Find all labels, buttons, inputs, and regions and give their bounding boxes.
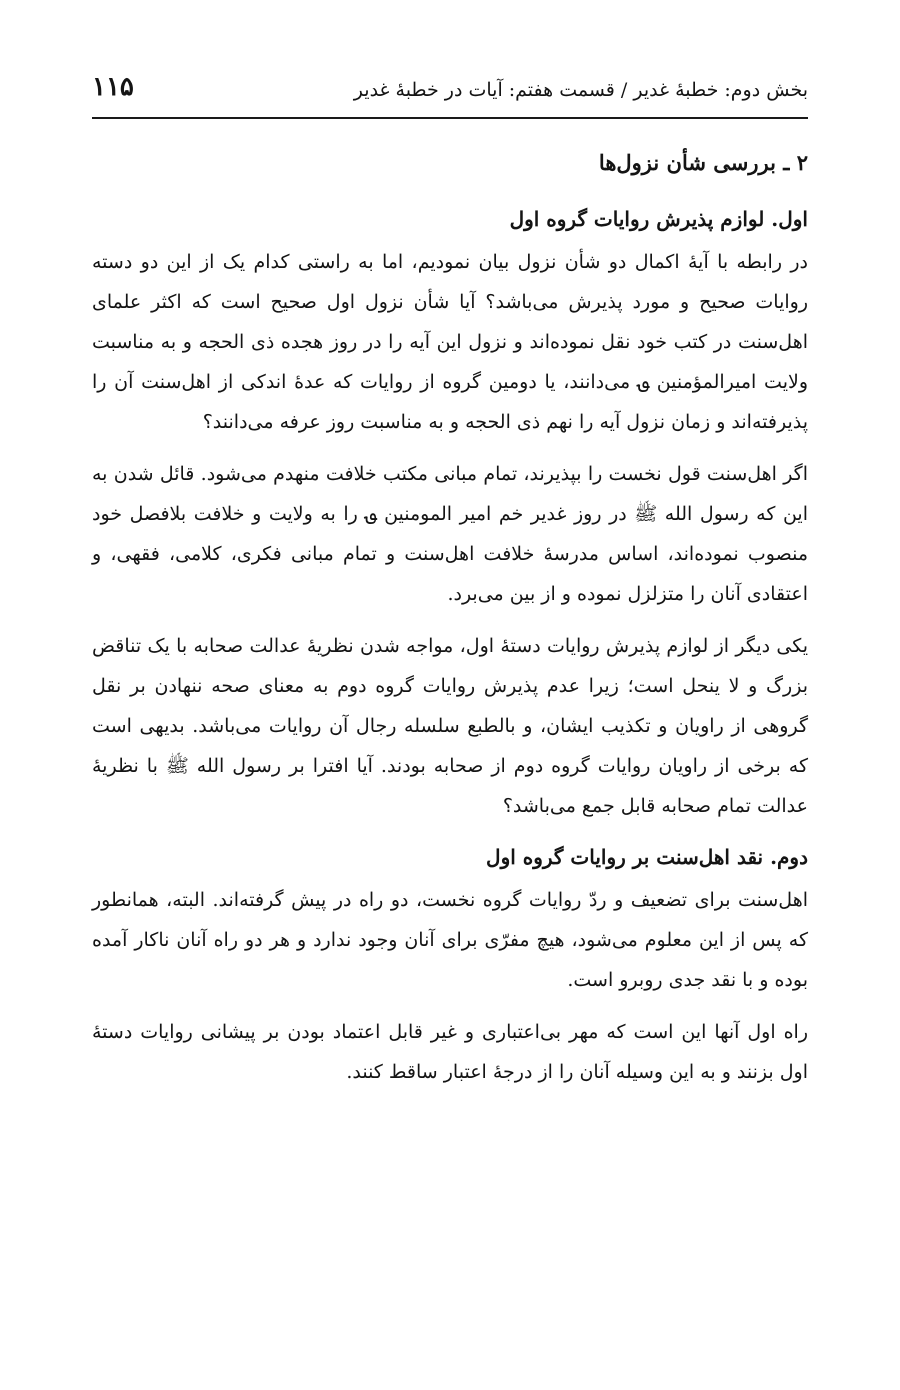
paragraph: اهل‌سنت برای تضعیف و ردّ روایات گروه نخست، دو راه در پیش گرفته‌اند. البته، همانطور که پس از این معلوم می‌شود، هیچ مفرّی برای آنان وجود ندارد و هر دو راه آنان ناکار آمده بوده و با نقد جدی روبرو است. [92, 889, 808, 991]
page-header [92, 70, 808, 110]
book-page [92, 0, 808, 1390]
header-divider [92, 117, 808, 119]
page-body [92, 138, 808, 1104]
running-title: بخش دوم: خطبهٔ غدیر / قسمت هفتم: آیات در خطبهٔ غدیر [353, 79, 808, 101]
section-heading: ۲ ـ بررسی شأن نزول‌ها [598, 150, 808, 175]
paragraph: راه اول آنها این است که مهر بی‌اعتباری و غیر قابل اعتماد بودن بر پیشانی روایات دستهٔ اول بزنند و به این وسیله آنان را از درجهٔ اعتبار ساقط کنند. [92, 1021, 808, 1083]
paragraph: یکی دیگر از لوازم پذیرش روایات دستهٔ اول، مواجه شدن نظریهٔ عدالت صحابه با یک تناقض بزرگ و لا ینحل است؛ زیرا عدم پذیرش روایات گروه دوم به معنای صحه ننهادن بر نقل گروهی از راویان و تکذیب ایشان، و بالطبع سلسله رجال آن روایات می‌باشد. بدیهی است که برخی از راویان روایات گروه دوم از صحابه بودند. آیا افترا بر رسول الله ﷺ با نظریهٔ عدالت تمام صحابه قابل جمع می‌باشد؟ [92, 635, 809, 817]
paragraph: در رابطه با آیهٔ اکمال دو شأن نزول بیان نمودیم، اما به راستی کدام یک از این دو دسته روایات صحیح و مورد پذیرش می‌باشد؟ آیا شأن نزول اول صحیح است که اکثر علمای اهل‌سنت در کتب خود نقل نموده‌اند و نزول این آیه را در روز هجده ذی الحجه و به مناسبت ولایت امیرالمؤمنین ؈ می‌دانند، یا دومین گروه از روایات که عدهٔ اندکی از اهل‌سنت آن را پذیرفته‌اند و زمان نزول آیه را نهم ذی الحجه و به مناسبت روز عرفه می‌دانند؟ [92, 251, 808, 433]
paragraph: اگر اهل‌سنت قول نخست را بپذیرند، تمام مبانی مکتب خلافت منهدم می‌شود. قائل شدن به این که رسول الله ﷺ در روز غدیر خم امیر المومنین ؈ را به ولایت و خلافت بلافصل خود منصوب نموده‌اند، اساس مدرسهٔ خلافت اهل‌سنت و تمام مبانی فکری، کلامی، فقهی، و اعتقادی آنان را متزلزل نموده و از بین می‌برد. [92, 463, 808, 605]
subsection-heading-2: دوم. نقد اهل‌سنت بر روایات گروه اول [486, 845, 808, 869]
page-number: ۱۱۵ [92, 72, 134, 102]
subsection-heading-1: اول. لوازم پذیرش روایات گروه اول [509, 207, 808, 231]
